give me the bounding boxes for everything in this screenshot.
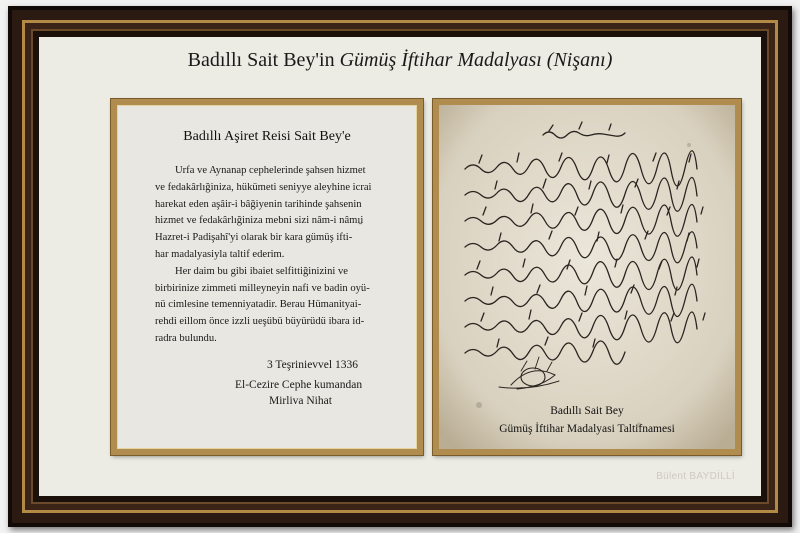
- letter-line: radra bulundu.: [155, 332, 217, 344]
- letter-line: birbirinize zimmeti milleyneyin nafi ve badin oyü-: [155, 282, 370, 294]
- manuscript-panel: [433, 99, 741, 455]
- letter-line: Her daim bu gibi ibaiet selfittiğinizini ve: [175, 265, 348, 277]
- letter-line: rehdi eillom önce izzli ueşübü büyürüdü ibara id-: [155, 316, 365, 328]
- ottoman-script-image: [439, 105, 735, 449]
- letter-line: Hazret-i Padişahî'yi olarak bir kara gümüş ifti-: [155, 232, 353, 244]
- title-plain: Badıllı Sait Bey'in: [187, 49, 340, 71]
- frame-inner-trim: [31, 29, 769, 504]
- letter-line: hizmet ve fedakârlığiniza mebni sizi nâm-i nâmı̱i: [155, 215, 364, 227]
- title-italic: Gümüş İftihar Madalyası (Nişanı): [339, 49, 613, 71]
- letter-line: harekat eden aşâir-i bâğiyenin tarihinde şahsenin: [155, 198, 362, 210]
- letter-line: Urfa ve Aynanap cephelerinde şahsen hizmet: [175, 165, 366, 176]
- picture-frame: [8, 6, 792, 527]
- letter-body: [155, 163, 403, 348]
- manuscript-caption-title: Gümüş İftihar Madalyasi Taltifnamesi: [499, 423, 675, 435]
- signature-name: Mirliva Nihat: [269, 395, 332, 407]
- frame-gold-trim: [22, 20, 778, 513]
- manuscript-caption-name: Badıllı Sait Bey: [550, 405, 624, 417]
- letter-date: 3 Teşrinievvel 1336: [267, 359, 358, 371]
- letter-line: ve fedakârlığiniza, hükümeti seniyye aleyhine icrai: [155, 181, 372, 193]
- page-title: [39, 49, 761, 72]
- watermark: Bülent BAYDİLLİ: [656, 471, 735, 482]
- transcription-panel: [111, 99, 423, 455]
- letter-line: har madalyasiyla taltif ederim.: [155, 248, 285, 260]
- letter-line: nü cimlesine temenniyatadir. Berau Hümanityai-: [155, 299, 362, 311]
- signature-title: El-Cezire Cephe kumandan: [235, 379, 363, 391]
- letter-heading: Badıllı Aşiret Reisi Sait Bey'e: [183, 129, 351, 144]
- mat-board: [39, 37, 761, 496]
